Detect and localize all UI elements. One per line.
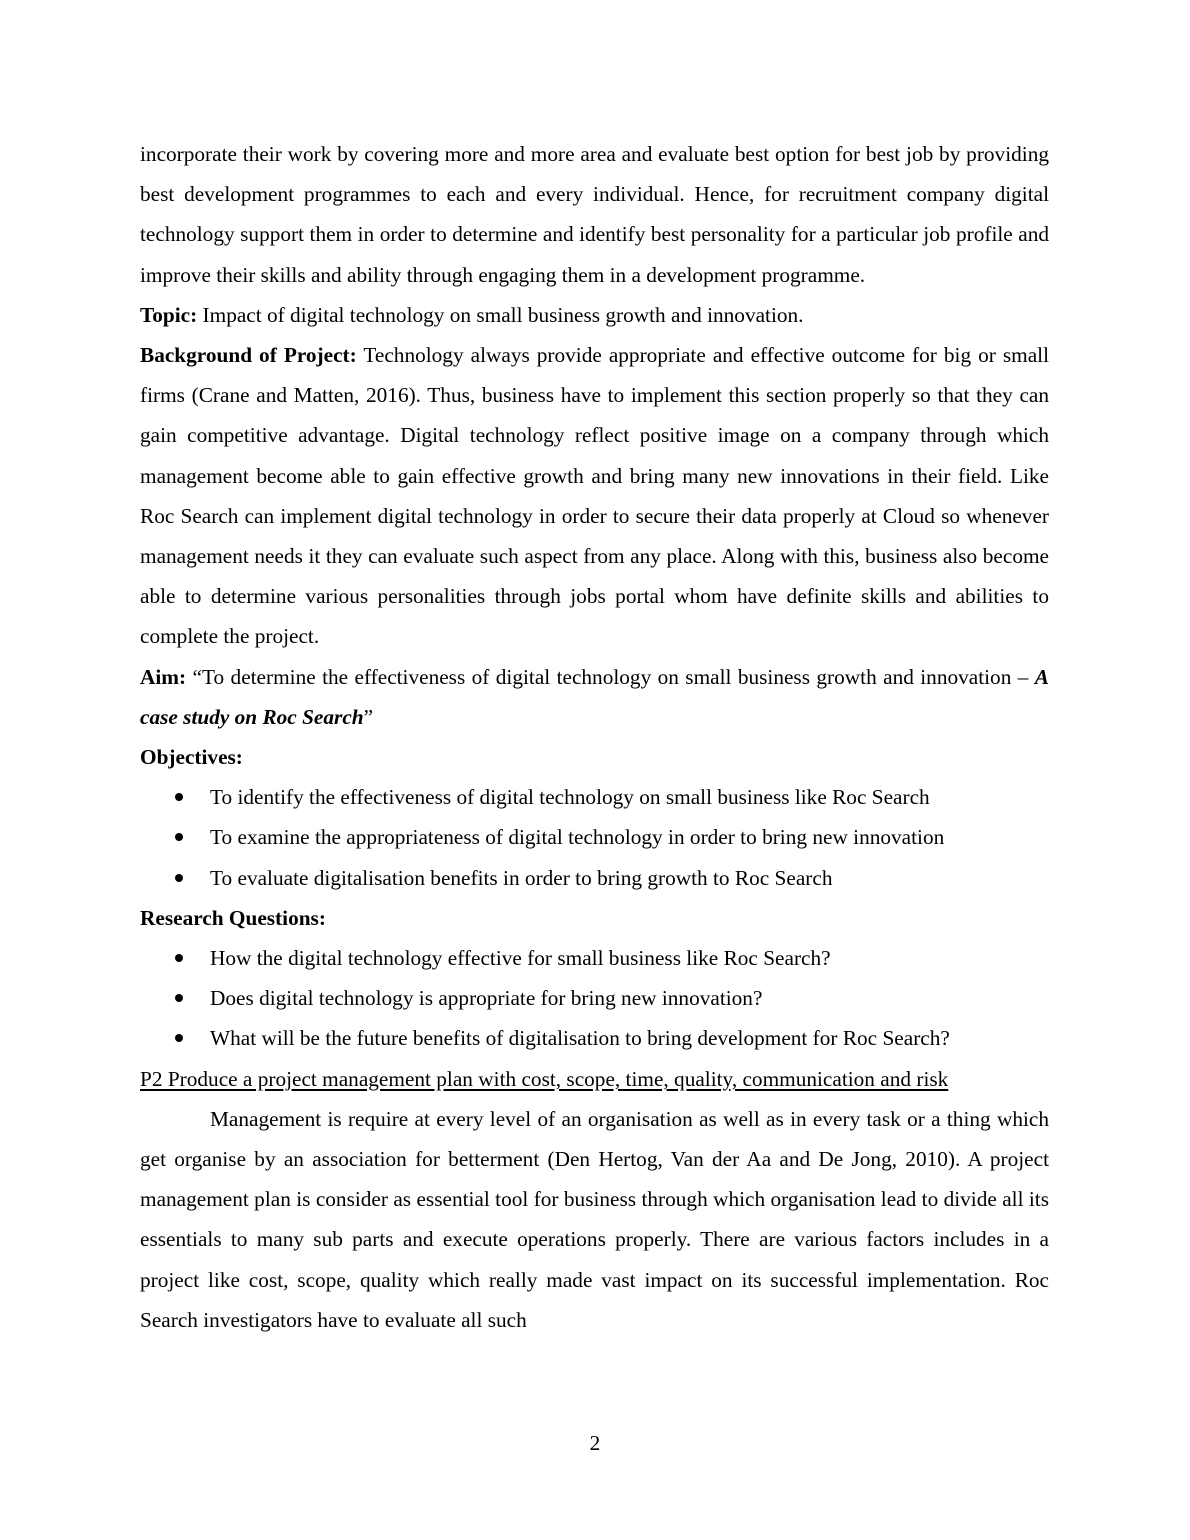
bullet-icon	[175, 874, 183, 882]
objectives-heading: Objectives:	[140, 745, 243, 770]
background-text: Technology always provide appropriate and effective outcome for big or small firms (Crane and Matten, 2016). Thus, business have to implement this section properly so that they can gain competitive advantage. Digital technology reflect positive image on a company through which management become able to gain effective growth and bring many new innovations in their field. Like Roc Search can implement digital technology in order to secure their data properly at Cloud so whenever management needs it they can evaluate such aspect from any place. Along with this, business also become able to determine various personalities through jobs portal whom have definite skills and abilities to complete the project.	[140, 343, 1050, 649]
bullet-icon	[175, 954, 183, 962]
research-questions-list	[140, 938, 1049, 1059]
background-label: Background of Project:	[140, 343, 357, 368]
aim-text: “To determine the effectiveness of digital technology on small business growth and innovation –	[186, 664, 1035, 689]
research-question-text: How the digital technology effective for small business like Roc Search?	[210, 946, 831, 971]
research-questions-heading: Research Questions:	[140, 905, 326, 930]
topic-label: Topic:	[140, 302, 198, 327]
list-item	[140, 817, 1049, 857]
objectives-list	[140, 777, 1049, 898]
section-p2-heading-line	[140, 1059, 1049, 1099]
aim-label: Aim:	[140, 664, 187, 689]
page-number: 2	[589, 1431, 601, 1455]
section-p2-paragraph: Management is require at every level of an organisation as well as in every task or a thing which get organise by an association for betterment (Den Hertog, Van der Aa and De Jong, 2010). A project management plan is consider as essential tool for business through which organisation lead to divide all its essentials to many sub parts and execute operations properly. There are various factors includes in a project like cost, scope, quality which really made vast impact on its successful implementation. Roc Search investigators have to evaluate all such	[140, 1106, 1049, 1332]
aim-paragraph	[140, 657, 1049, 737]
research-question-text: What will be the future benefits of digitalisation to bring development for Roc Search?	[210, 1026, 950, 1051]
list-item	[140, 978, 1049, 1018]
list-item	[140, 1018, 1049, 1058]
aim-emphasis: A case study on Roc Search	[140, 664, 1049, 729]
objective-text: To evaluate digitalisation benefits in order to bring growth to Roc Search	[210, 865, 833, 890]
list-item	[140, 938, 1049, 978]
bullet-icon	[175, 833, 183, 841]
objective-text: To identify the effectiveness of digital technology on small business like Roc Search	[210, 785, 930, 810]
topic-paragraph	[140, 295, 1049, 335]
aim-closing-quote: ”	[363, 704, 374, 729]
bullet-icon	[175, 1034, 183, 1042]
objective-text: To examine the appropriateness of digital technology in order to bring new innovation	[210, 825, 945, 850]
list-item	[140, 858, 1049, 898]
page-body	[140, 134, 1049, 1340]
research-question-text: Does digital technology is appropriate for bring new innovation?	[210, 986, 763, 1011]
intro-paragraph: incorporate their work by covering more and more area and evaluate best option for best job by providing best development programmes to each and every individual. Hence, for recruitment company digital technology support them in order to determine and identify best personality for a particular job profile and improve their skills and ability through engaging them in a development programme.	[140, 142, 1049, 287]
bullet-icon	[175, 793, 183, 801]
list-item	[140, 777, 1049, 817]
section-p2-heading: P2 Produce a project management plan with cost, scope, time, quality, communication and risk	[140, 1066, 949, 1091]
bullet-icon	[175, 994, 183, 1002]
background-paragraph	[140, 335, 1049, 657]
topic-text: Impact of digital technology on small business growth and innovation.	[197, 302, 804, 327]
